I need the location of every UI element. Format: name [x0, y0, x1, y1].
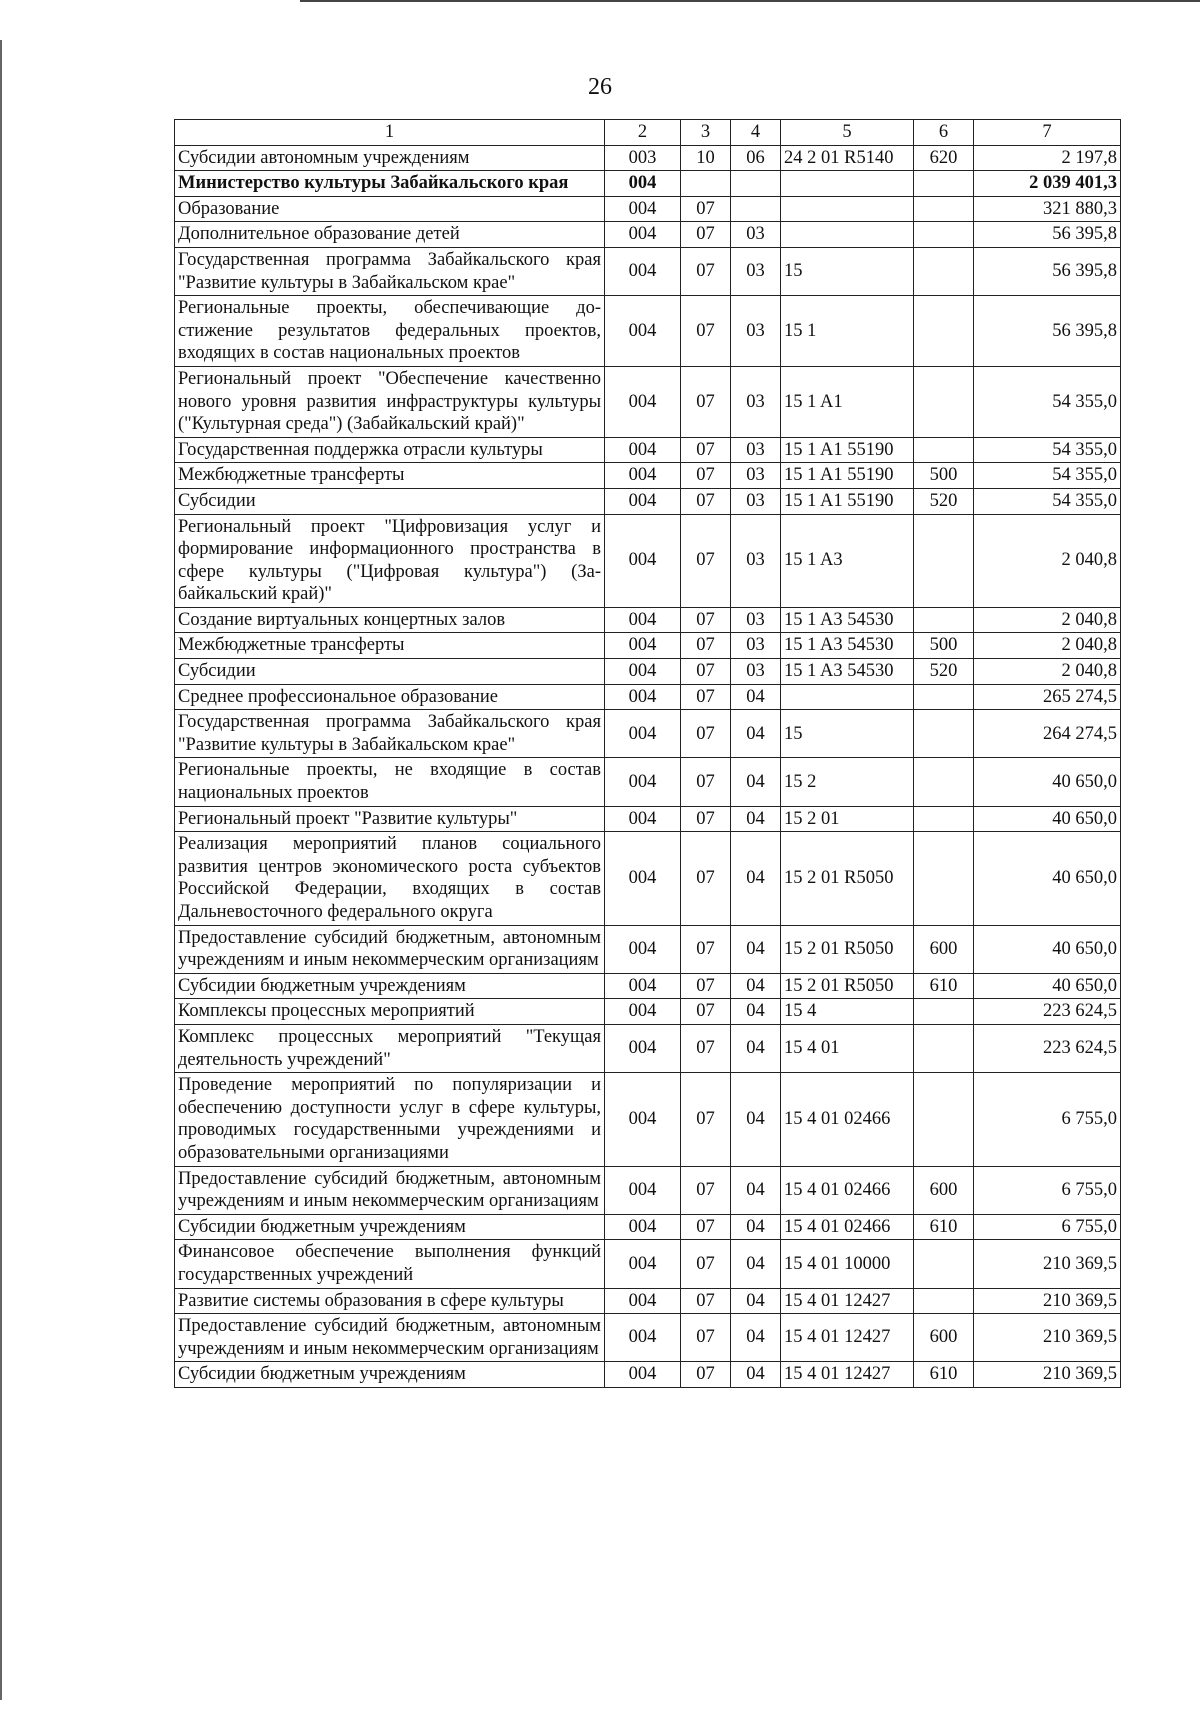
table-row — [175, 1362, 1121, 1388]
ministry-code-cell: 004 — [605, 222, 681, 248]
amount-cell: 2 040,8 — [974, 633, 1121, 659]
target-item-code-cell: 15 4 01 12427 — [781, 1288, 914, 1314]
subsection-code-cell: 04 — [731, 806, 781, 832]
table-row — [175, 488, 1121, 514]
table-row — [175, 366, 1121, 437]
subsection-code-cell: 03 — [731, 222, 781, 248]
expense-type-code-cell — [914, 1073, 974, 1166]
expense-type-code-cell — [914, 171, 974, 197]
section-code-cell: 07 — [681, 832, 731, 925]
table-header-row — [175, 120, 1121, 146]
target-item-code-cell: 15 1 A1 55190 — [781, 437, 914, 463]
expense-type-code-cell — [914, 710, 974, 758]
expense-type-code-cell — [914, 607, 974, 633]
section-code-cell: 07 — [681, 463, 731, 489]
section-code-cell — [681, 171, 731, 197]
ministry-code-cell: 004 — [605, 1240, 681, 1288]
target-item-code-cell: 15 1 A1 55190 — [781, 488, 914, 514]
expense-type-code-cell — [914, 196, 974, 222]
subsection-code-cell — [731, 196, 781, 222]
ministry-code-cell: 004 — [605, 633, 681, 659]
ministry-code-cell: 003 — [605, 145, 681, 171]
subsection-code-cell: 03 — [731, 633, 781, 659]
target-item-code-cell — [781, 196, 914, 222]
amount-cell: 54 355,0 — [974, 437, 1121, 463]
table-row — [175, 633, 1121, 659]
table-row — [175, 437, 1121, 463]
subsection-code-cell: 03 — [731, 514, 781, 607]
ministry-code-cell: 004 — [605, 710, 681, 758]
row-name-cell: Региональные проекты, не входящие в состав национальных проектов — [175, 758, 605, 806]
expense-type-code-cell: 610 — [914, 1214, 974, 1240]
ministry-code-cell: 004 — [605, 1073, 681, 1166]
section-code-cell: 07 — [681, 437, 731, 463]
amount-cell: 265 274,5 — [974, 684, 1121, 710]
target-item-code-cell: 15 4 — [781, 999, 914, 1025]
row-name-cell: Образование — [175, 196, 605, 222]
row-name-cell: Региональный проект "Цифровизация услуг и формирование информационного пространства в сфере культуры ("Цифровая культура") (Забайкальский край)" — [175, 514, 605, 607]
ministry-code-cell: 004 — [605, 488, 681, 514]
row-name-cell: Региональные проекты, обеспечивающие достижение результатов федеральных проектов, входящих в состав национальных проектов — [175, 296, 605, 367]
table-row — [175, 758, 1121, 806]
row-name-cell: Создание виртуальных концертных залов — [175, 607, 605, 633]
subsection-code-cell: 04 — [731, 684, 781, 710]
expense-type-code-cell — [914, 1288, 974, 1314]
table-row — [175, 1288, 1121, 1314]
amount-cell: 6 755,0 — [974, 1073, 1121, 1166]
target-item-code-cell — [781, 171, 914, 197]
expense-type-code-cell — [914, 758, 974, 806]
target-item-code-cell: 15 1 A1 55190 — [781, 463, 914, 489]
expense-type-code-cell: 500 — [914, 463, 974, 489]
table-row — [175, 222, 1121, 248]
amount-cell: 40 650,0 — [974, 758, 1121, 806]
amount-cell: 40 650,0 — [974, 806, 1121, 832]
header-cell: 4 — [731, 120, 781, 146]
section-code-cell: 07 — [681, 684, 731, 710]
amount-cell: 223 624,5 — [974, 1024, 1121, 1072]
section-code-cell: 07 — [681, 1314, 731, 1362]
ministry-code-cell: 004 — [605, 296, 681, 367]
subsection-code-cell: 03 — [731, 659, 781, 685]
target-item-code-cell: 15 — [781, 710, 914, 758]
subsection-code-cell: 04 — [731, 925, 781, 973]
ministry-code-cell: 004 — [605, 437, 681, 463]
ministry-code-cell: 004 — [605, 247, 681, 295]
target-item-code-cell: 15 2 01 — [781, 806, 914, 832]
header-cell: 6 — [914, 120, 974, 146]
row-name-cell: Предоставление субсидий бюджетным, автономным учреждениям и иным некоммерческим организациям — [175, 1314, 605, 1362]
ministry-code-cell: 004 — [605, 1166, 681, 1214]
amount-cell: 2 040,8 — [974, 514, 1121, 607]
section-code-cell: 07 — [681, 710, 731, 758]
row-name-cell: Субсидии — [175, 488, 605, 514]
section-code-cell: 07 — [681, 196, 731, 222]
subsection-code-cell: 04 — [731, 1166, 781, 1214]
ministry-code-cell: 004 — [605, 973, 681, 999]
amount-cell: 264 274,5 — [974, 710, 1121, 758]
target-item-code-cell — [781, 222, 914, 248]
subsection-code-cell: 04 — [731, 1073, 781, 1166]
subsection-code-cell: 04 — [731, 1288, 781, 1314]
section-code-cell: 07 — [681, 488, 731, 514]
table-row — [175, 607, 1121, 633]
subsection-code-cell: 03 — [731, 488, 781, 514]
subsection-code-cell: 06 — [731, 145, 781, 171]
row-name-cell: Предоставление субсидий бюджетным, автономным учреждениям и иным некоммерческим организациям — [175, 1166, 605, 1214]
expense-type-code-cell: 520 — [914, 659, 974, 685]
table-row — [175, 247, 1121, 295]
section-code-cell: 07 — [681, 659, 731, 685]
amount-cell: 2 040,8 — [974, 607, 1121, 633]
section-code-cell: 07 — [681, 1214, 731, 1240]
subsection-code-cell: 04 — [731, 1024, 781, 1072]
amount-cell: 56 395,8 — [974, 247, 1121, 295]
ministry-code-cell: 004 — [605, 171, 681, 197]
amount-cell: 210 369,5 — [974, 1314, 1121, 1362]
section-code-cell: 07 — [681, 1362, 731, 1388]
subsection-code-cell: 03 — [731, 607, 781, 633]
section-code-cell: 07 — [681, 1073, 731, 1166]
amount-cell: 6 755,0 — [974, 1166, 1121, 1214]
amount-cell: 40 650,0 — [974, 925, 1121, 973]
section-code-cell: 07 — [681, 1166, 731, 1214]
subsection-code-cell: 04 — [731, 710, 781, 758]
subsection-code-cell: 03 — [731, 296, 781, 367]
target-item-code-cell: 15 4 01 — [781, 1024, 914, 1072]
subsection-code-cell: 03 — [731, 437, 781, 463]
row-name-cell: Региональный проект "Обеспечение качественно нового уровня развития инфраструктуры культуры ("Культурная среда") (Забайкальский край)" — [175, 366, 605, 437]
amount-cell: 40 650,0 — [974, 832, 1121, 925]
row-name-cell: Министерство культуры Забайкальского края — [175, 171, 605, 197]
table-row — [175, 999, 1121, 1025]
section-code-cell: 07 — [681, 758, 731, 806]
target-item-code-cell: 15 — [781, 247, 914, 295]
table-row — [175, 514, 1121, 607]
ministry-code-cell: 004 — [605, 514, 681, 607]
section-code-cell: 07 — [681, 296, 731, 367]
subsection-code-cell: 03 — [731, 247, 781, 295]
expense-type-code-cell — [914, 684, 974, 710]
subsection-code-cell: 04 — [731, 1314, 781, 1362]
row-name-cell: Финансовое обеспечение выполнения функций государственных учреждений — [175, 1240, 605, 1288]
ministry-code-cell: 004 — [605, 806, 681, 832]
row-name-cell: Межбюджетные трансферты — [175, 463, 605, 489]
amount-cell: 56 395,8 — [974, 222, 1121, 248]
row-name-cell: Субсидии бюджетным учреждениям — [175, 1214, 605, 1240]
table-row — [175, 925, 1121, 973]
section-code-cell: 07 — [681, 925, 731, 973]
target-item-code-cell: 15 4 01 02466 — [781, 1214, 914, 1240]
section-code-cell: 07 — [681, 1288, 731, 1314]
header-cell: 3 — [681, 120, 731, 146]
row-name-cell: Проведение мероприятий по популяризации и обеспечению доступности услуг в сфере культуры, проводимых государственными учреждениями и образовательными организациями — [175, 1073, 605, 1166]
amount-cell: 210 369,5 — [974, 1240, 1121, 1288]
row-name-cell: Субсидии — [175, 659, 605, 685]
row-name-cell: Межбюджетные трансферты — [175, 633, 605, 659]
table-body — [175, 120, 1121, 1388]
section-code-cell: 07 — [681, 222, 731, 248]
section-code-cell: 07 — [681, 1024, 731, 1072]
section-code-cell: 07 — [681, 607, 731, 633]
ministry-code-cell: 004 — [605, 1024, 681, 1072]
amount-cell: 321 880,3 — [974, 196, 1121, 222]
target-item-code-cell: 15 1 A3 54530 — [781, 659, 914, 685]
subsection-code-cell: 04 — [731, 973, 781, 999]
target-item-code-cell: 15 4 01 02466 — [781, 1073, 914, 1166]
expense-type-code-cell: 600 — [914, 1314, 974, 1362]
amount-cell: 6 755,0 — [974, 1214, 1121, 1240]
expense-type-code-cell: 610 — [914, 973, 974, 999]
ministry-code-cell: 004 — [605, 1288, 681, 1314]
subsection-code-cell: 03 — [731, 463, 781, 489]
header-cell: 5 — [781, 120, 914, 146]
subsection-code-cell: 04 — [731, 999, 781, 1025]
amount-cell: 40 650,0 — [974, 973, 1121, 999]
amount-cell: 2 039 401,3 — [974, 171, 1121, 197]
section-code-cell: 10 — [681, 145, 731, 171]
subsection-code-cell: 04 — [731, 1214, 781, 1240]
amount-cell: 54 355,0 — [974, 366, 1121, 437]
ministry-code-cell: 004 — [605, 463, 681, 489]
row-name-cell: Государственная поддержка отрасли культуры — [175, 437, 605, 463]
row-name-cell: Предоставление субсидий бюджетным, автономным учреждениям и иным некоммерческим организациям — [175, 925, 605, 973]
target-item-code-cell: 15 2 01 R5050 — [781, 973, 914, 999]
subsection-code-cell: 04 — [731, 1240, 781, 1288]
table-row — [175, 973, 1121, 999]
subsection-code-cell — [731, 171, 781, 197]
table-row — [175, 1024, 1121, 1072]
table-row — [175, 1240, 1121, 1288]
target-item-code-cell: 15 2 01 R5050 — [781, 925, 914, 973]
amount-cell: 223 624,5 — [974, 999, 1121, 1025]
target-item-code-cell: 15 2 — [781, 758, 914, 806]
expense-type-code-cell: 600 — [914, 925, 974, 973]
scan-edge-left — [0, 40, 2, 1700]
subsection-code-cell: 03 — [731, 366, 781, 437]
table-row — [175, 1314, 1121, 1362]
ministry-code-cell: 004 — [605, 1314, 681, 1362]
row-name-cell: Дополнительное образование детей — [175, 222, 605, 248]
section-code-cell: 07 — [681, 806, 731, 832]
amount-cell: 2 197,8 — [974, 145, 1121, 171]
ministry-code-cell: 004 — [605, 684, 681, 710]
target-item-code-cell: 15 1 A3 54530 — [781, 607, 914, 633]
row-name-cell: Комплекс процессных мероприятий "Текущая деятельность учреждений" — [175, 1024, 605, 1072]
header-cell: 1 — [175, 120, 605, 146]
ministry-code-cell: 004 — [605, 925, 681, 973]
row-name-cell: Среднее профессиональное образование — [175, 684, 605, 710]
page-number: 26 — [588, 74, 612, 100]
row-name-cell: Региональный проект "Развитие культуры" — [175, 806, 605, 832]
amount-cell: 56 395,8 — [974, 296, 1121, 367]
expense-type-code-cell — [914, 437, 974, 463]
table-row — [175, 145, 1121, 171]
ministry-code-cell: 004 — [605, 832, 681, 925]
row-name-cell: Государственная программа Забайкальского края "Развитие культуры в Забайкальском крае" — [175, 710, 605, 758]
expense-type-code-cell: 600 — [914, 1166, 974, 1214]
row-name-cell: Комплексы процессных мероприятий — [175, 999, 605, 1025]
expense-type-code-cell: 520 — [914, 488, 974, 514]
ministry-code-cell: 004 — [605, 1214, 681, 1240]
ministry-code-cell: 004 — [605, 366, 681, 437]
target-item-code-cell: 15 4 01 10000 — [781, 1240, 914, 1288]
table-row — [175, 171, 1121, 197]
subsection-code-cell: 04 — [731, 758, 781, 806]
table-row — [175, 196, 1121, 222]
table-row — [175, 1166, 1121, 1214]
expense-type-code-cell — [914, 366, 974, 437]
target-item-code-cell: 24 2 01 R5140 — [781, 145, 914, 171]
row-name-cell: Субсидии автономным учреждениям — [175, 145, 605, 171]
target-item-code-cell: 15 1 A1 — [781, 366, 914, 437]
table-row — [175, 806, 1121, 832]
table-row — [175, 1073, 1121, 1166]
table-row — [175, 1214, 1121, 1240]
section-code-cell: 07 — [681, 366, 731, 437]
ministry-code-cell: 004 — [605, 758, 681, 806]
budget-table — [174, 119, 1121, 1388]
expense-type-code-cell — [914, 832, 974, 925]
expense-type-code-cell — [914, 222, 974, 248]
target-item-code-cell: 15 4 01 12427 — [781, 1314, 914, 1362]
row-name-cell: Развитие системы образования в сфере культуры — [175, 1288, 605, 1314]
row-name-cell: Субсидии бюджетным учреждениям — [175, 973, 605, 999]
row-name-cell: Реализация мероприятий планов социального развития центров экономического роста субъектов Российской Федерации, входящих в состав Дальневосточного федерального округа — [175, 832, 605, 925]
amount-cell: 2 040,8 — [974, 659, 1121, 685]
expense-type-code-cell — [914, 806, 974, 832]
section-code-cell: 07 — [681, 247, 731, 295]
table-row — [175, 710, 1121, 758]
amount-cell: 54 355,0 — [974, 488, 1121, 514]
expense-type-code-cell: 500 — [914, 633, 974, 659]
expense-type-code-cell — [914, 296, 974, 367]
header-cell: 2 — [605, 120, 681, 146]
amount-cell: 54 355,0 — [974, 463, 1121, 489]
expense-type-code-cell — [914, 1024, 974, 1072]
table-row — [175, 684, 1121, 710]
target-item-code-cell: 15 1 A3 — [781, 514, 914, 607]
table-row — [175, 296, 1121, 367]
expense-type-code-cell — [914, 247, 974, 295]
target-item-code-cell: 15 1 A3 54530 — [781, 633, 914, 659]
table-row — [175, 832, 1121, 925]
target-item-code-cell — [781, 684, 914, 710]
amount-cell: 210 369,5 — [974, 1362, 1121, 1388]
row-name-cell: Государственная программа Забайкальского края "Развитие культуры в Забайкальском крае" — [175, 247, 605, 295]
section-code-cell: 07 — [681, 514, 731, 607]
ministry-code-cell: 004 — [605, 999, 681, 1025]
subsection-code-cell: 04 — [731, 832, 781, 925]
section-code-cell: 07 — [681, 633, 731, 659]
target-item-code-cell: 15 4 01 12427 — [781, 1362, 914, 1388]
amount-cell: 210 369,5 — [974, 1288, 1121, 1314]
section-code-cell: 07 — [681, 973, 731, 999]
table-row — [175, 659, 1121, 685]
expense-type-code-cell: 610 — [914, 1362, 974, 1388]
section-code-cell: 07 — [681, 1240, 731, 1288]
ministry-code-cell: 004 — [605, 607, 681, 633]
scan-edge-top — [300, 0, 1200, 2]
header-cell: 7 — [974, 120, 1121, 146]
expense-type-code-cell — [914, 514, 974, 607]
subsection-code-cell: 04 — [731, 1362, 781, 1388]
target-item-code-cell: 15 1 — [781, 296, 914, 367]
ministry-code-cell: 004 — [605, 196, 681, 222]
expense-type-code-cell — [914, 1240, 974, 1288]
target-item-code-cell: 15 2 01 R5050 — [781, 832, 914, 925]
section-code-cell: 07 — [681, 999, 731, 1025]
ministry-code-cell: 004 — [605, 1362, 681, 1388]
target-item-code-cell: 15 4 01 02466 — [781, 1166, 914, 1214]
row-name-cell: Субсидии бюджетным учреждениям — [175, 1362, 605, 1388]
expense-type-code-cell — [914, 999, 974, 1025]
expense-type-code-cell: 620 — [914, 145, 974, 171]
ministry-code-cell: 004 — [605, 659, 681, 685]
table-row — [175, 463, 1121, 489]
